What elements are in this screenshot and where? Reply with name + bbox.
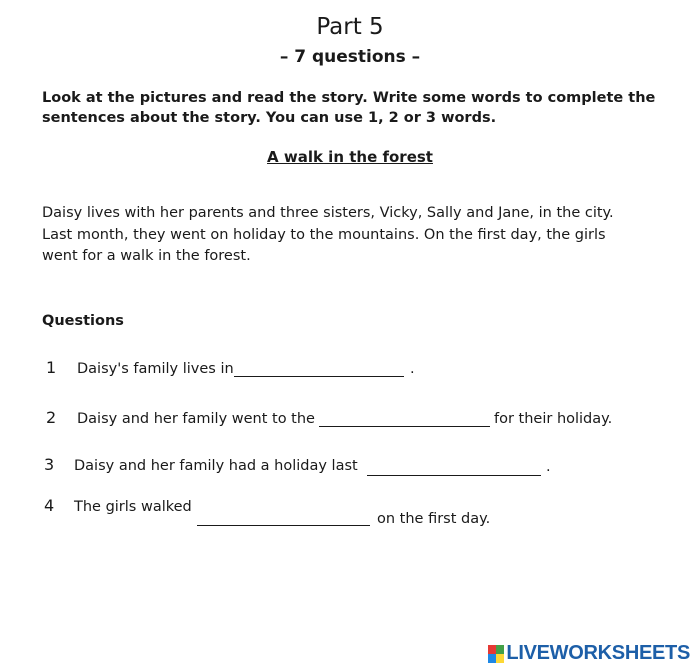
answer-blank[interactable]: [319, 426, 490, 427]
liveworksheets-logo-icon: [488, 645, 504, 663]
instructions-line: Look at the pictures and read the story. Write some words to complete the: [42, 90, 656, 106]
question-text: Daisy and her family had a holiday last: [74, 458, 358, 474]
story-line: went for a walk in the forest.: [42, 248, 251, 264]
question-text: Daisy's family lives in: [77, 361, 234, 377]
question-number: 1: [46, 358, 57, 377]
question-number: 4: [44, 496, 55, 515]
question-text: The girls walked: [74, 499, 192, 515]
question-text-end: for their holiday.: [494, 411, 613, 427]
instructions-line: sentences about the story. You can use 1, 2 or 3 words.: [42, 110, 497, 126]
story-line: Last month, they went on holiday to the mountains. On the first day, the girls: [42, 226, 606, 243]
instructions: [42, 88, 672, 128]
answer-blank[interactable]: [367, 475, 541, 476]
question-count-subtitle: – 7 questions –: [279, 47, 421, 67]
story-text: [42, 203, 662, 268]
brand-name: LIVEWORKSHEETS: [506, 642, 690, 664]
story-title: A walk in the forest: [267, 148, 433, 166]
part-title: Part 5: [316, 14, 384, 40]
answer-blank[interactable]: [197, 525, 370, 526]
answer-blank[interactable]: [234, 376, 404, 377]
liveworksheets-logo[interactable]: [488, 642, 690, 665]
question-text-end: on the first day.: [377, 511, 491, 527]
questions-heading: Questions: [42, 313, 124, 329]
question-text: Daisy and her family went to the: [77, 411, 315, 427]
question-number: 3: [44, 455, 55, 474]
story-line: Daisy lives with her parents and three sisters, Vicky, Sally and Jane, in the city.: [42, 205, 614, 221]
question-number: 2: [46, 408, 57, 427]
question-text-end: .: [546, 459, 551, 475]
question-text-end: .: [410, 361, 415, 377]
